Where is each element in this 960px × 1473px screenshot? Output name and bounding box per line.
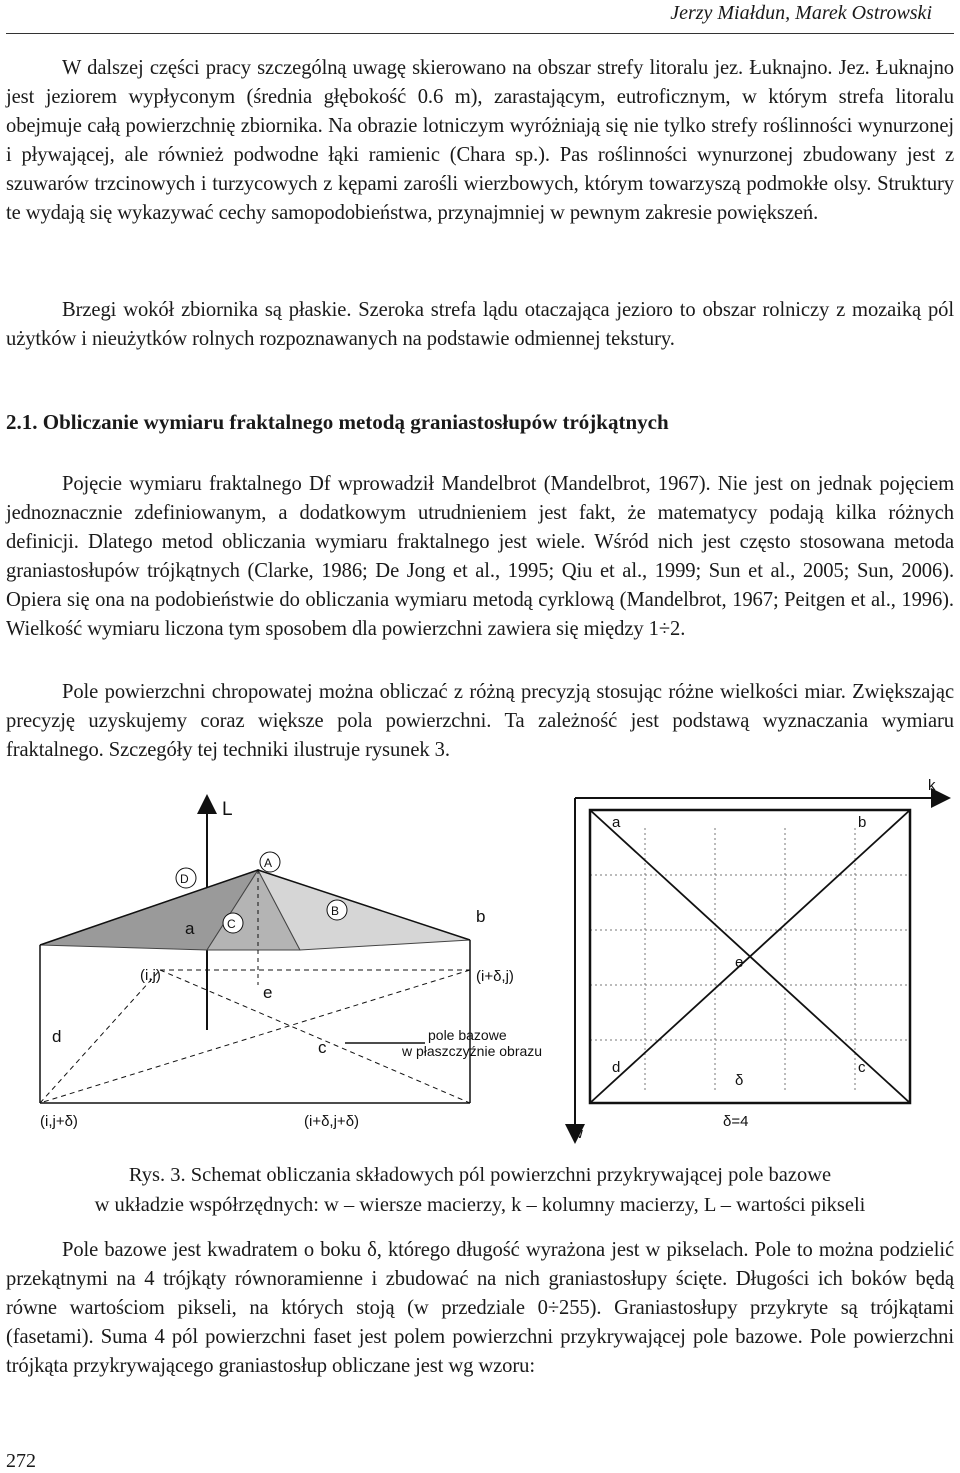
prism-diagram	[40, 798, 542, 1130]
label-idjd: (i+δ,j+δ)	[304, 1113, 360, 1130]
page-number: 272	[6, 1450, 36, 1472]
figure-caption-line-1: Rys. 3. Schemat obliczania składowych pól powierzchni przykrywającej pole bazowe	[128, 1164, 832, 1186]
grid-diagram	[571, 777, 947, 1142]
label-e: e	[263, 983, 273, 1002]
label-facet-d-circle: D	[180, 872, 189, 886]
label-base-1: pole bazowe	[428, 1027, 507, 1043]
label-base-2: w płaszczyźnie obrazu	[402, 1043, 543, 1059]
label-ra: a	[612, 814, 621, 831]
label-rc: c	[858, 1059, 866, 1076]
label-facet-a-circle: A	[264, 856, 273, 870]
paragraph-shores: Brzegi wokół zbiornika są płaskie. Szeroka strefa lądu otaczająca jezioro to obszar rolniczy z mozaiką pól użytków i nieużytków rolnych rozpoznawanych na podstawie odmiennej tekstury.	[6, 299, 954, 350]
paragraph-surface-precision: Pole powierzchni chropowatej można obliczać z różną precyzją stosując różne wielkości miar. Zwiększając precyzję uzyskujemy coraz większe pola powierzchni. Ta zależność jest podstawą wyznaczania wymiaru fraktalnego. Szczegóły tej techniki ilustruje rysunek 3.	[6, 681, 954, 761]
label-b: b	[476, 907, 486, 926]
label-rb: b	[858, 814, 867, 831]
label-idj: (i+δ,j)	[476, 968, 514, 985]
header-rule	[6, 33, 954, 34]
paragraph-fractal-dimension: Pojęcie wymiaru fraktalnego Df wprowadził Mandelbrot (Mandelbrot, 1967). Nie jest on jednak pojęciem jednoznacznie zdefiniowanym, a dodatkowym utrudnieniem jest fakt, że matematycy podają kilka różnych definicji. Dlatego metod obliczania wymiaru fraktalnego jest wiele. Wśród nich jest często stosowana metoda graniastosłupów trójkątnych (Clarke, 1986; De Jong et al., 1995; Qiu et al., 1999; Sun et al., 2005; Sun, 2006). Opiera się ona na podobieństwie do obliczania wymiaru metodą cyrklową (Mandelbrot, 1967; Peitgen et al., 1996). Wielkość wymiaru liczona tym sposobem dla powierzchni zawiera się między 1÷2.	[6, 473, 954, 640]
label-c: c	[318, 1038, 327, 1057]
label-rd: d	[612, 1059, 621, 1076]
label-w: w	[572, 1125, 583, 1142]
label-a: a	[185, 919, 195, 938]
paragraph-base-field: Pole bazowe jest kwadratem o boku δ, którego długość wyrażona jest w pikselach. Pole to można podzielić przekątnymi na 4 trójkąty równoramienne i zbudować na nich graniastosłupy ścięte. Długości ich boków będą równe wartościom pikseli, na których stoją (w przedziale 0÷255). Graniastosłupy przykryte są trójkątami (fasetami). Suma 4 pól powierzchni faset jest polem powierzchni przykrywającej pole bazowe. Pole powierzchni trójkąta przykrywającego graniastosłup obliczane jest wg wzoru:	[6, 1239, 954, 1377]
label-facet-b-circle: B	[331, 904, 340, 918]
paragraph-litoral: W dalszej części pracy szczególną uwagę skierowano na obszar strefy litoralu jez. Łuknajno. Jez. Łuknajno jest jeziorem wypłyconym (średnia głębokość 0.6 m), zarastającym, eutroficznym, w którym strefa litoralu obejmuje całą powierzchnię zbiornika. Na obrazie lotniczym wyróżniają się nie tylko strefy roślinności wynurzonej i pływającej, ale również podwodne łąki ramienic (Chara sp.). Pas roślinności wynurzonej zbudowany jest z szuwarów trzcinowych i turzycowych z kępami zarośli wierzbowych, którym towarzyszą podmokłe olsy. Struktury te wydają się wykazywać cechy samopodobieństwa, przynajmniej w pewnym zakresie powiększeń.	[6, 57, 954, 224]
label-k: k	[928, 777, 936, 794]
label-d: d	[52, 1027, 62, 1046]
pixel-grid	[590, 828, 910, 1090]
running-head: Jerzy Miałdun, Marek Ostrowski	[670, 2, 932, 24]
figure-3	[0, 770, 960, 1150]
label-ijd: (i,j+δ)	[40, 1113, 78, 1130]
label-facet-c-circle: C	[227, 917, 236, 931]
label-ij: (i,j)	[140, 967, 161, 984]
label-l: L	[222, 799, 233, 820]
label-re: e	[735, 954, 744, 971]
section-heading: 2.1. Obliczanie wymiaru fraktalnego metodą graniastosłupów trójkątnych	[6, 410, 669, 434]
label-delta-eq: δ=4	[723, 1113, 749, 1130]
label-delta: δ	[735, 1072, 744, 1089]
figure-caption-line-2: w układzie współrzędnych: w – wiersze macierzy, k – kolumny macierzy, L – wartości pikseli	[94, 1194, 866, 1216]
base-diag-2	[40, 970, 470, 1103]
